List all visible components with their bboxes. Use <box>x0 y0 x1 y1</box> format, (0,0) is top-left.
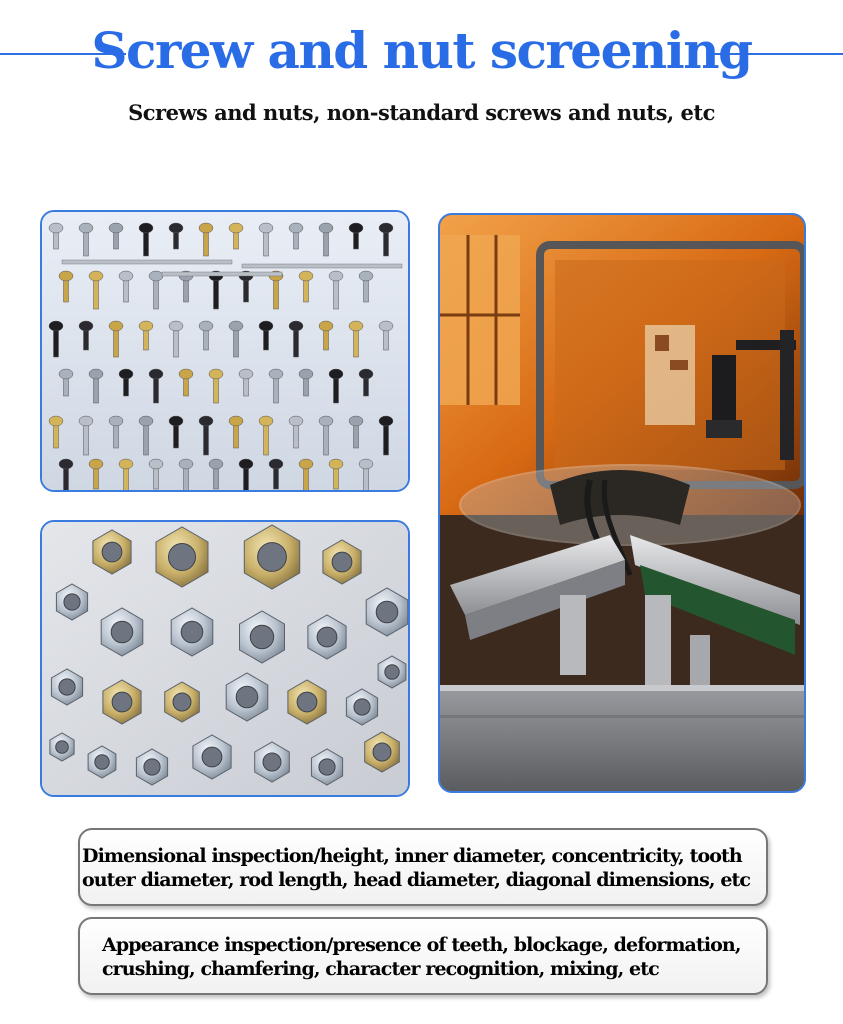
screws-photo <box>40 210 410 492</box>
machine-illustration <box>440 215 804 791</box>
screws-illustration <box>42 212 408 490</box>
nuts-photo <box>40 520 410 797</box>
inspection-machine-photo <box>438 213 806 793</box>
appearance-inspection-caption <box>78 917 768 995</box>
long-screw <box>62 260 232 264</box>
long-screw <box>162 272 282 276</box>
appearance-caption-line-1: Appearance inspection/presence of teeth, blockage, deformation, <box>102 934 741 956</box>
long-screw <box>242 264 402 268</box>
dimensional-caption-line-1: Dimensional inspection/height, inner diameter, concentricity, tooth <box>82 845 742 867</box>
dimensional-inspection-caption <box>78 828 768 906</box>
page-subtitle: Screws and nuts, non-standard screws and nuts, etc <box>128 100 715 125</box>
dimensional-caption-line-2: outer diameter, rod length, head diameter, diagonal dimensions, etc <box>82 869 751 891</box>
nuts-illustration <box>42 522 408 795</box>
page-title: Screw and nut screening <box>91 21 752 80</box>
appearance-caption-line-2: crushing, chamfering, character recognition, mixing, etc <box>102 958 659 980</box>
